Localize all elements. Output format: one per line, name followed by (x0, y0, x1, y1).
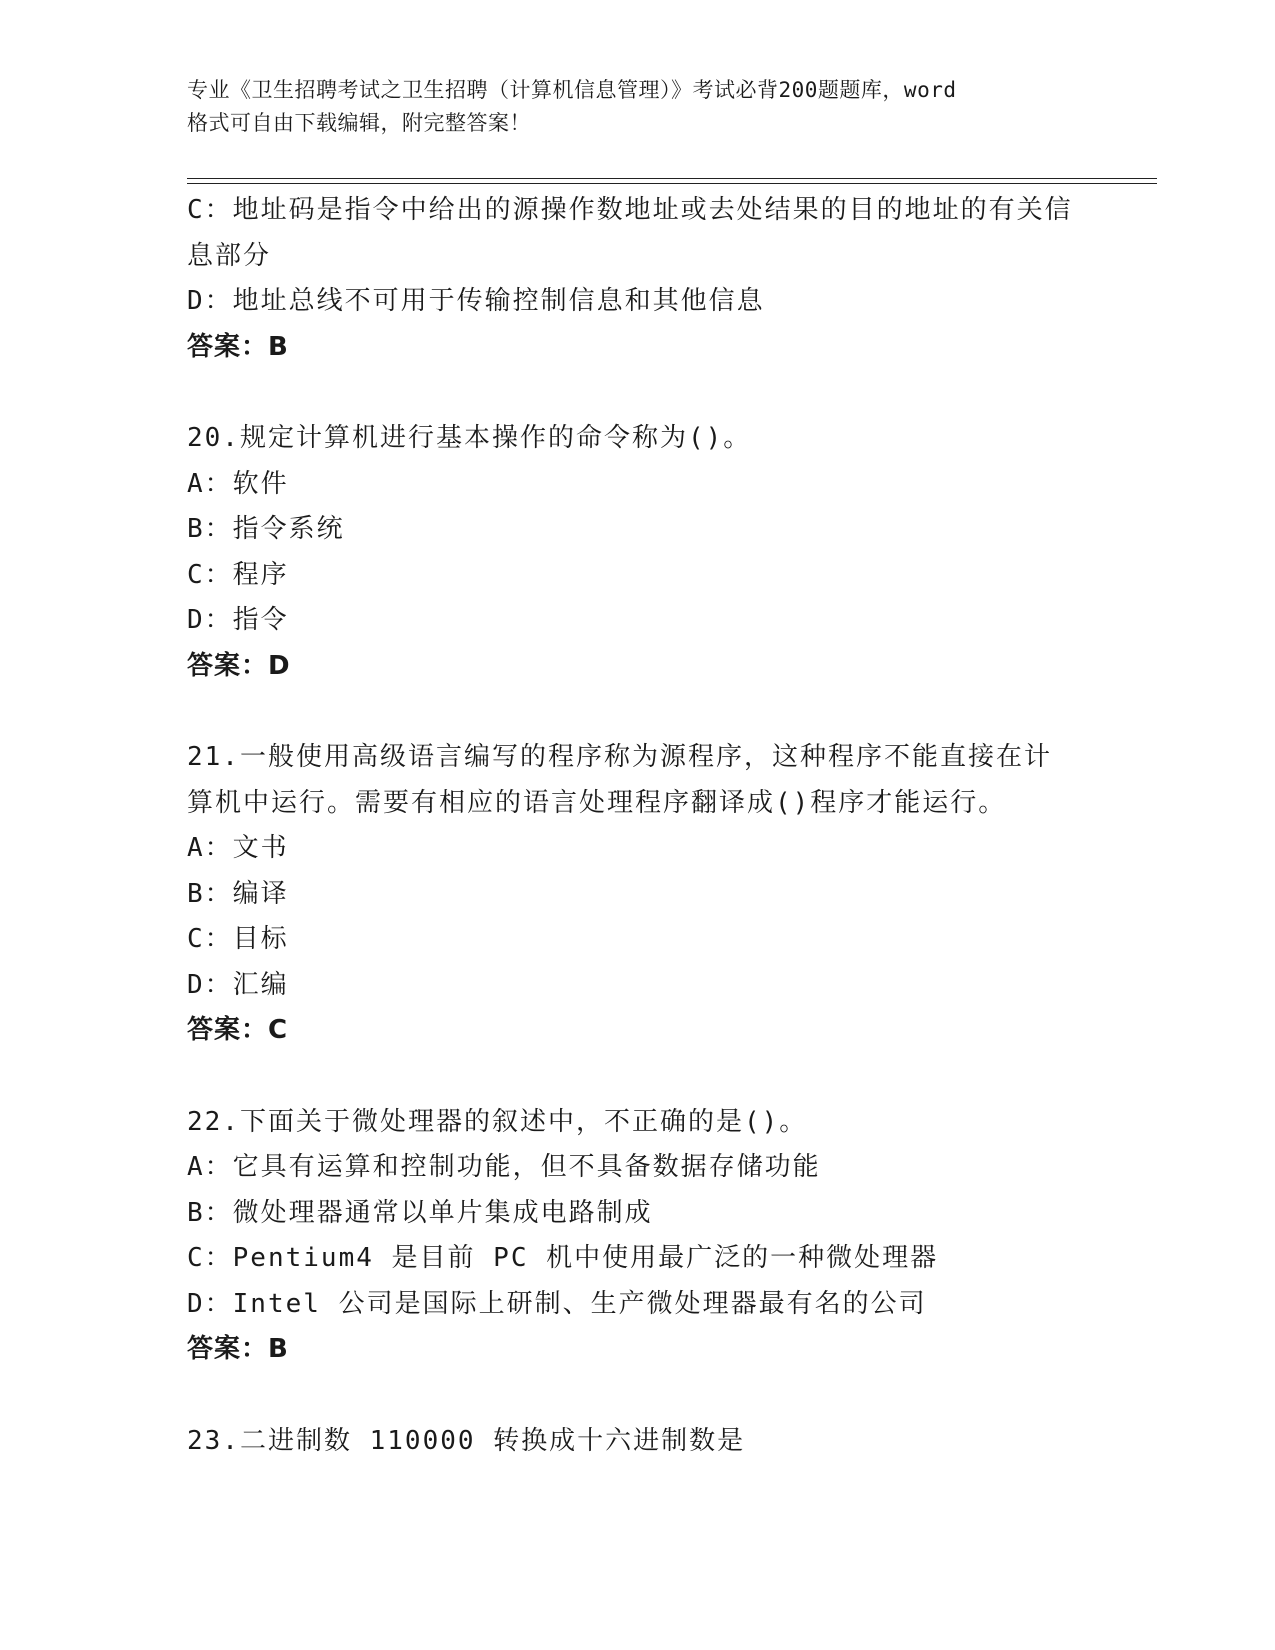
option-a: A：文书 (187, 833, 289, 863)
answer: 答案：D (187, 650, 291, 681)
question-stem: 21.一般使用高级语言编写的程序称为源程序，这种程序不能直接在计算机中运行。需要有相应的语言处理程序翻译成()程序才能运行。 (187, 742, 1052, 818)
question-20 (187, 416, 1077, 689)
question-21 (187, 735, 1077, 1054)
spacer (187, 689, 1077, 735)
header-divider-bottom (187, 183, 1157, 184)
option-c: C：目标 (187, 924, 289, 954)
answer: 答案：C (187, 1015, 289, 1045)
answer: 答案：B (187, 331, 289, 362)
option-b: B：编译 (187, 878, 289, 909)
option-a: A：它具有运算和控制功能，但不具备数据存储功能 (187, 1152, 821, 1182)
option-c: C：Pentium4 是目前 PC 机中使用最广泛的一种微处理器 (187, 1243, 939, 1273)
question-stem: 23.二进制数 110000 转换成十六进制数是 (187, 1425, 746, 1456)
question-23 (187, 1419, 1077, 1465)
spacer (187, 1373, 1077, 1419)
option-b: B：指令系统 (187, 514, 345, 544)
prev-question (187, 188, 1077, 370)
option-d: D：地址总线不可用于传输控制信息和其他信息 (187, 286, 765, 316)
option-c: C：程序 (187, 559, 289, 590)
option-d: D：Intel 公司是国际上研制、生产微处理器最有名的公司 (187, 1288, 927, 1319)
header-divider-top (187, 178, 1157, 179)
spacer (187, 370, 1077, 416)
spacer (187, 1054, 1077, 1100)
option-b: B：微处理器通常以单片集成电路制成 (187, 1197, 653, 1228)
question-stem: 22.下面关于微处理器的叙述中，不正确的是()。 (187, 1106, 808, 1137)
question-22 (187, 1100, 1077, 1373)
document-body (187, 188, 1077, 1464)
header-line-1: 专业《卫生招聘考试之卫生招聘（计算机信息管理）》考试必背200题题库，word (187, 78, 957, 102)
header-line-2: 格式可自由下载编辑，附完整答案！ (187, 111, 531, 135)
option-d: D：汇编 (187, 969, 289, 1000)
answer: 答案：B (187, 1334, 289, 1364)
document-header (187, 74, 1087, 140)
option-d: D：指令 (187, 605, 289, 635)
question-stem: 20.规定计算机进行基本操作的命令称为()。 (187, 423, 752, 453)
option-c: C：地址码是指令中给出的源操作数地址或去处结果的目的地址的有关信息部分 (187, 195, 1073, 271)
option-a: A：软件 (187, 468, 289, 499)
